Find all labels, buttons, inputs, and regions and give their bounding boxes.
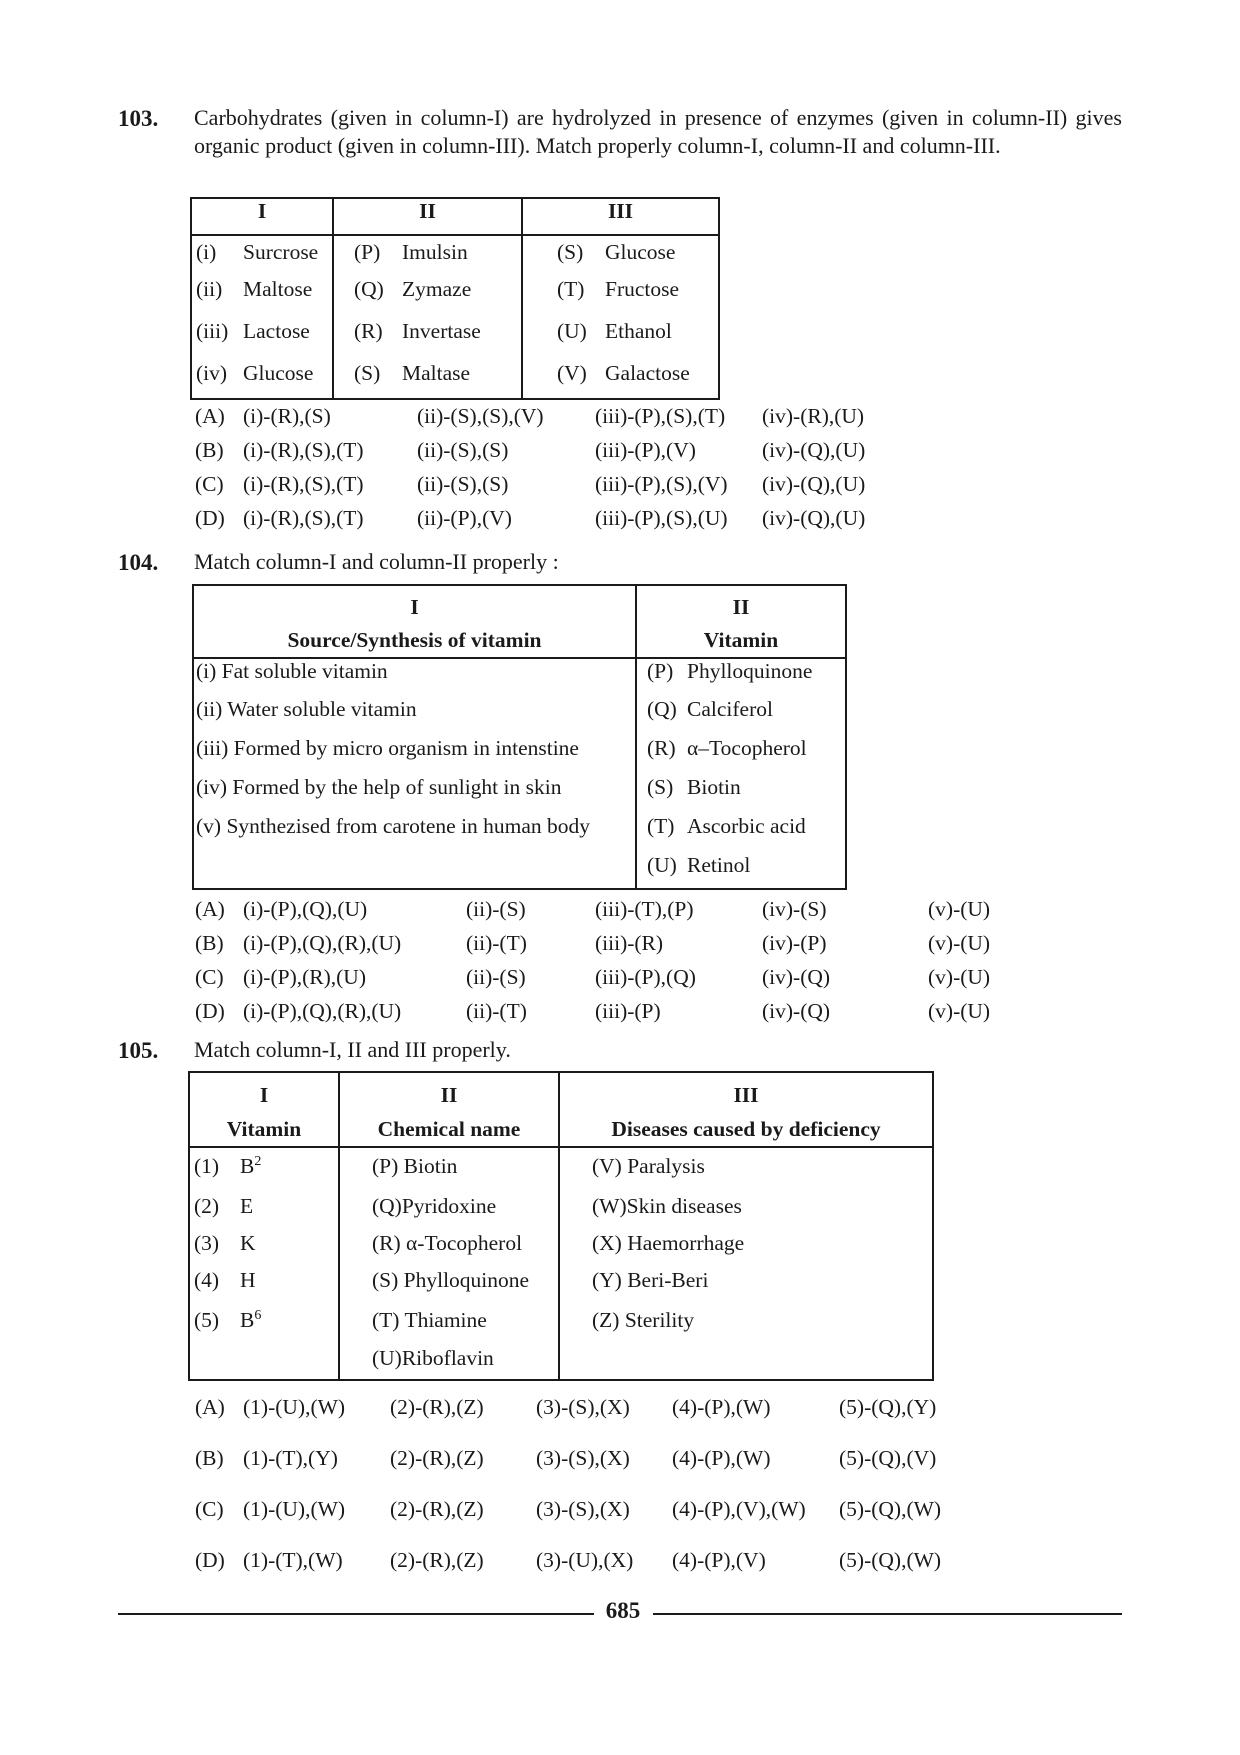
- list-item: (Z) Sterility: [592, 1308, 695, 1332]
- q104-vitamin-name: α–Tocopherol: [687, 736, 807, 760]
- option-part: (2)-(R),(Z): [390, 1548, 484, 1572]
- option-part: (iii)-(P),(Q): [595, 965, 696, 989]
- q103-text: Carbohydrates (given in column-I) are hydrolyzed in presence of enzymes (given in column-II) gives organic product (given in column-III). Match properly column-I, column-II and column-III.: [194, 105, 1122, 158]
- q105-header-ii-sub: Chemical name: [377, 1117, 521, 1141]
- q104-vitamin-name: Retinol: [687, 853, 751, 877]
- q105-header-ii: II: [440, 1083, 458, 1107]
- q103-r2c3-val: Fructose: [605, 277, 680, 301]
- option-part: (5)-(Q),(Y): [839, 1395, 937, 1419]
- option-part: (iii)-(P),(S),(T): [595, 404, 726, 428]
- table-row: [193, 814, 846, 853]
- table-row: [191, 319, 719, 361]
- option-part: (iv)-(Q): [762, 965, 831, 989]
- option-part: (iv)-(R),(U): [762, 404, 865, 428]
- table-row: [193, 775, 846, 814]
- q105-number: 105.: [118, 1038, 159, 1063]
- q104-header-i-sub: Source/Synthesis of vitamin: [287, 628, 542, 652]
- option-part: (ii)-(S),(S): [417, 472, 509, 496]
- q103-r1c1-val: Surcrose: [243, 240, 319, 264]
- option-part: (5)-(Q),(W): [839, 1548, 942, 1572]
- q103-r4c2-tag: (S): [354, 361, 381, 385]
- list-item: (R) α-Tocopherol: [372, 1231, 523, 1255]
- q103-header-iii: III: [522, 198, 719, 235]
- q105-vitamin-letter: H: [240, 1268, 256, 1292]
- q105-vitamin-tag: (2): [194, 1194, 220, 1218]
- option-part: (1)-(U),(W): [243, 1395, 346, 1419]
- list-item: [190, 1194, 338, 1231]
- q105-header-iii-sub: Diseases caused by deficiency: [611, 1117, 881, 1141]
- q103-r4c2-val: Maltase: [402, 361, 471, 385]
- option-part: (v)-(U): [928, 931, 991, 955]
- list-item: [190, 1231, 338, 1268]
- q103-r3c1-tag: (iii): [196, 319, 229, 343]
- q104-vitamin-tag: (S): [647, 775, 674, 799]
- option-letter: (C): [195, 472, 224, 496]
- list-item: (P) Biotin: [372, 1154, 458, 1178]
- q104-source-1: (i) Fat soluble vitamin: [196, 659, 388, 683]
- q105-text: Match column-I, II and III properly.: [194, 1037, 511, 1062]
- q103-r1c2-tag: (P): [354, 240, 381, 264]
- q105-vitamin-letter: B: [240, 1154, 255, 1178]
- option-letter: (C): [195, 965, 224, 989]
- q103-r3c2-val: Invertase: [402, 319, 481, 343]
- option-letter: (B): [195, 931, 224, 955]
- option-part: (v)-(U): [928, 999, 991, 1023]
- option-part: (ii)-(T): [466, 999, 527, 1023]
- q104-vitamin-tag: (U): [647, 853, 677, 877]
- option-part: (3)-(S),(X): [536, 1497, 630, 1521]
- option-part: (5)-(Q),(W): [839, 1497, 942, 1521]
- q105-vitamin-tag: (1): [194, 1154, 220, 1178]
- q105-vitamin-letter: B: [240, 1308, 255, 1332]
- list-item: (S) Phylloquinone: [372, 1268, 530, 1292]
- q105-vitamin-sub: 2: [254, 1154, 262, 1169]
- q103-r2c1-tag: (ii): [196, 277, 223, 301]
- option-letter: (A): [195, 404, 225, 428]
- q104-header-ii-sub: Vitamin: [703, 628, 779, 652]
- option-letter: (C): [195, 1497, 224, 1521]
- list-item: (V) Paralysis: [592, 1154, 705, 1178]
- option-letter: (B): [195, 1446, 224, 1470]
- option-part: (3)-(S),(X): [536, 1395, 630, 1419]
- footer-rule-right: [653, 1613, 1122, 1615]
- q104-source-5: (v) Synthezised from carotene in human body: [196, 814, 591, 838]
- option-part: (5)-(Q),(V): [839, 1446, 937, 1470]
- option-part: (v)-(U): [928, 965, 991, 989]
- option-part: (iii)-(P),(S),(V): [595, 472, 728, 496]
- q105-header-iii: III: [733, 1083, 759, 1107]
- option-part: (2)-(R),(Z): [390, 1446, 484, 1470]
- option-letter: (D): [195, 1548, 225, 1572]
- table-row: [191, 361, 719, 399]
- footer-rule-left: [118, 1613, 594, 1615]
- option-part: (4)-(P),(W): [672, 1446, 771, 1470]
- q103-r4c1-tag: (iv): [196, 361, 228, 385]
- q103-r1c2-val: Imulsin: [402, 240, 468, 264]
- q103-r4c3-tag: (V): [557, 361, 587, 385]
- option-part: (i)-(R),(S),(T): [243, 506, 364, 530]
- q105-vitamin-tag: (4): [194, 1268, 220, 1292]
- q104-source-3: (iii) Formed by micro organism in intenstine: [196, 736, 579, 760]
- q103-r4c1-val: Glucose: [243, 361, 314, 385]
- list-item: (W)Skin diseases: [592, 1194, 742, 1218]
- q104-vitamin-tag: (R): [647, 736, 676, 760]
- q103-r2c3-tag: (T): [557, 277, 585, 301]
- list-item: (Q)Pyridoxine: [372, 1194, 497, 1218]
- option-part: (iii)-(P),(V): [595, 438, 696, 462]
- q104-vitamin-tag: (T): [647, 814, 675, 838]
- q104-header-ii: II: [732, 595, 750, 619]
- q103-r1c1-tag: (i): [196, 240, 217, 264]
- table-row: [193, 736, 846, 775]
- q104-vitamin-name: Ascorbic acid: [687, 814, 806, 838]
- option-part: (1)-(T),(W): [243, 1548, 343, 1572]
- q103-r3c2-tag: (R): [354, 319, 383, 343]
- q103-r2c2-val: Zymaze: [402, 277, 472, 301]
- option-part: (i)-(R),(S): [243, 404, 331, 428]
- option-part: (iii)-(P),(S),(U): [595, 506, 728, 530]
- option-part: (i)-(R),(S),(T): [243, 472, 364, 496]
- q103-r3c3-tag: (U): [557, 319, 587, 343]
- option-part: (i)-(P),(Q),(R),(U): [243, 931, 402, 955]
- list-item: [190, 1154, 338, 1194]
- q103-r1c3-tag: (S): [557, 240, 584, 264]
- option-part: (iv)-(Q),(U): [762, 506, 866, 530]
- list-item: [190, 1308, 338, 1346]
- q104-source-6: [193, 853, 636, 889]
- option-part: (4)-(P),(V): [672, 1548, 766, 1572]
- q104-match-table: [192, 584, 847, 890]
- option-part: (1)-(U),(W): [243, 1497, 346, 1521]
- q104-text: Match column-I and column-II properly :: [194, 549, 559, 574]
- option-part: (3)-(S),(X): [536, 1446, 630, 1470]
- option-part: (ii)-(S),(S): [417, 438, 509, 462]
- option-letter: (D): [195, 999, 225, 1023]
- option-part: (ii)-(S): [466, 897, 526, 921]
- option-letter: (A): [195, 897, 225, 921]
- option-part: (3)-(U),(X): [536, 1548, 634, 1572]
- list-item: (T) Thiamine: [372, 1308, 487, 1332]
- table-row: [193, 853, 846, 889]
- option-part: (iv)-(Q),(U): [762, 438, 866, 462]
- list-item: (Y) Beri-Beri: [592, 1268, 709, 1292]
- option-part: (4)-(P),(W): [672, 1395, 771, 1419]
- option-part: (ii)-(S),(S),(V): [417, 404, 544, 428]
- list-item: (U)Riboflavin: [372, 1346, 494, 1370]
- q103-match-table: [190, 197, 720, 400]
- list-item: (X) Haemorrhage: [592, 1231, 745, 1255]
- q103-header-i: I: [191, 198, 333, 235]
- option-part: (i)-(R),(S),(T): [243, 438, 364, 462]
- option-part: (ii)-(P),(V): [417, 506, 512, 530]
- option-part: (iv)-(S): [762, 897, 827, 921]
- q103-r2c2-tag: (Q): [354, 277, 384, 301]
- option-part: (ii)-(S): [466, 965, 526, 989]
- option-part: (2)-(R),(Z): [390, 1395, 484, 1419]
- q103-r3c1-val: Lactose: [243, 319, 310, 343]
- option-part: (i)-(P),(Q),(U): [243, 897, 368, 921]
- option-letter: (A): [195, 1395, 225, 1419]
- option-part: (v)-(U): [928, 897, 991, 921]
- q105-header-i: I: [259, 1083, 269, 1107]
- q104-vitamin-tag: (P): [647, 659, 674, 683]
- q104-vitamin-name: Calciferol: [687, 697, 773, 721]
- q105-header-i-sub: Vitamin: [226, 1117, 302, 1141]
- table-row: [193, 697, 846, 736]
- option-part: (iv)-(Q): [762, 999, 831, 1023]
- list-item: [190, 1268, 338, 1308]
- option-part: (i)-(P),(Q),(R),(U): [243, 999, 402, 1023]
- table-row: [191, 235, 719, 277]
- q105-vitamin-letter: K: [240, 1231, 256, 1255]
- q104-header-i: I: [410, 595, 419, 619]
- option-part: (4)-(P),(V),(W): [672, 1497, 806, 1521]
- q103-r4c3-val: Galactose: [605, 361, 690, 385]
- option-part: (iii)-(T),(P): [595, 897, 694, 921]
- q104-vitamin-name: Phylloquinone: [687, 659, 813, 683]
- option-part: (ii)-(T): [466, 931, 527, 955]
- table-row: [193, 658, 846, 697]
- q104-source-2: (ii) Water soluble vitamin: [196, 697, 417, 721]
- q104-number: 104.: [118, 550, 159, 575]
- table-row: [191, 277, 719, 319]
- q105-vitamin-tag: (3): [194, 1231, 220, 1255]
- option-part: (iv)-(Q),(U): [762, 472, 866, 496]
- option-part: (iv)-(P): [762, 931, 827, 955]
- q103-r1c3-val: Glucose: [605, 240, 676, 264]
- q103-number: 103.: [118, 106, 159, 131]
- q104-vitamin-tag: (Q): [647, 697, 677, 721]
- option-part: (i)-(P),(R),(U): [243, 965, 366, 989]
- option-part: (2)-(R),(Z): [390, 1497, 484, 1521]
- option-letter: (D): [195, 506, 225, 530]
- q103-r3c3-val: Ethanol: [605, 319, 672, 343]
- page-number: 685: [605, 1598, 641, 1623]
- q104-vitamin-name: Biotin: [687, 775, 741, 799]
- option-part: (iii)-(R): [595, 931, 664, 955]
- q105-match-table: [188, 1071, 934, 1381]
- q105-vitamin-sub: 6: [254, 1308, 262, 1323]
- q103-header-ii: II: [333, 198, 522, 235]
- q104-source-4: (iv) Formed by the help of sunlight in skin: [196, 775, 562, 799]
- option-part: (1)-(T),(Y): [243, 1446, 338, 1470]
- option-part: (iii)-(P): [595, 999, 661, 1023]
- q103-r2c1-val: Maltose: [243, 277, 313, 301]
- option-letter: (B): [195, 438, 224, 462]
- q105-vitamin-tag: (5): [194, 1308, 220, 1332]
- q105-vitamin-letter: E: [240, 1194, 254, 1218]
